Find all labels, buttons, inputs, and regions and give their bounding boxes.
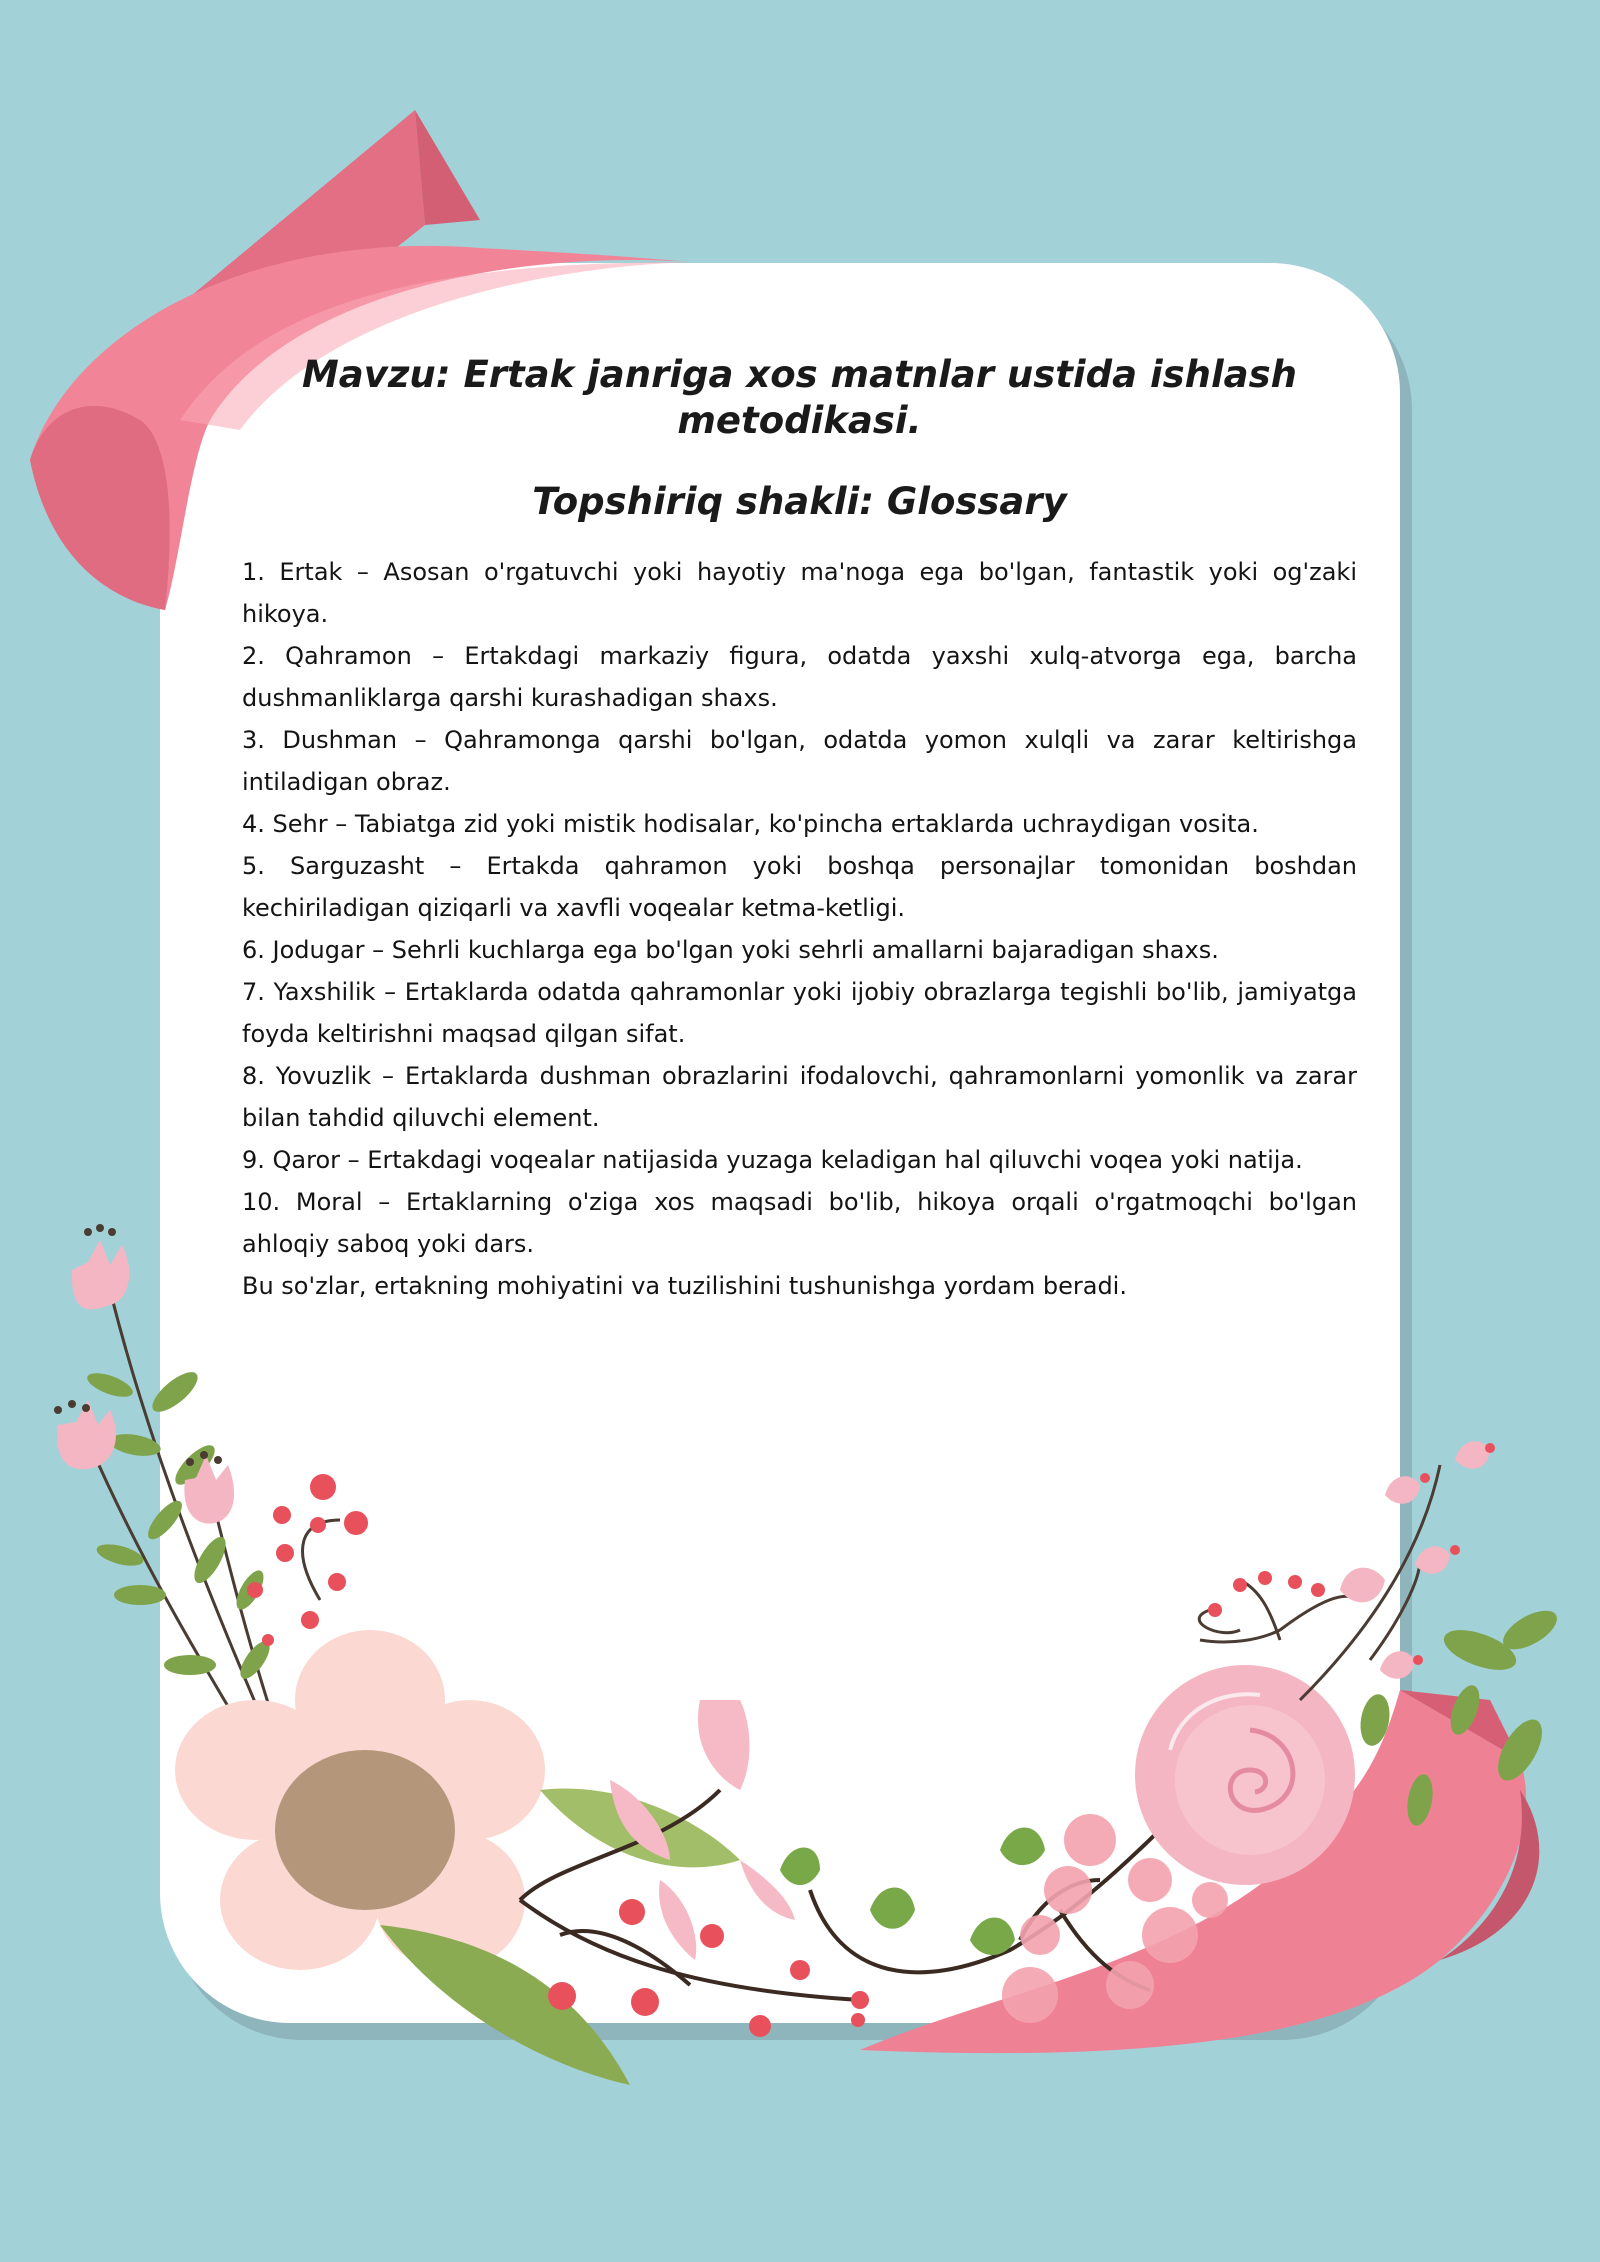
document-subtitle: Topshiriq shakli: Glossary bbox=[532, 479, 1067, 523]
glossary-entry: 10. Moral – Ertaklarning o'ziga xos maqsadi bo'lib, hikoya orqali o'rgatmoqchi bo'lgan ahloqiy saboq yoki dars. bbox=[242, 1187, 1357, 1258]
glossary-entry: 5. Sarguzasht – Ertakda qahramon yoki boshqa personajlar tomonidan boshdan kechiriladigan qiziqarli va xavfli voqealar ketma-ketligi. bbox=[242, 851, 1357, 922]
pink-rose bbox=[1135, 1665, 1355, 1885]
closing-sentence: Bu so'zlar, ertakning mohiyatini va tuzilishini tushunishga yordam beradi. bbox=[242, 1271, 1127, 1300]
glossary-entry: 4. Sehr – Tabiatga zid yoki mistik hodisalar, ko'pincha ertaklarda uchraydigan vosita. bbox=[242, 809, 1259, 838]
glossary-entry: 8. Yovuzlik – Ertaklarda dushman obrazlarini ifodalovchi, qahramonlarni yomonlik va zarar bilan tahdid qiluvchi element. bbox=[242, 1061, 1357, 1132]
document-title: Mavzu: Ertak janriga xos matnlar ustida ishlash metodikasi. bbox=[301, 353, 1298, 443]
glossary-list bbox=[242, 551, 1357, 1307]
glossary-entry: 1. Ertak – Asosan o'rgatuvchi yoki hayotiy ma'noga ega bo'lgan, fantastik yoki og'zaki hikoya. bbox=[242, 557, 1357, 628]
card-content bbox=[242, 340, 1357, 1307]
glossary-entry: 6. Jodugar – Sehrli kuchlarga ega bo'lgan yoki sehrli amallarni bajaradigan shaxs. bbox=[242, 935, 1219, 964]
glossary-entry: 2. Qahramon – Ertakdagi markaziy figura, odatda yaxshi xulq-atvorga ega, barcha dushmanliklarga qarshi kurashadigan shaxs. bbox=[242, 641, 1357, 712]
glossary-entry: 7. Yaxshilik – Ertaklarda odatda qahramonlar yoki ijobiy obrazlarga tegishli bo'lib, jamiyatga foyda keltirishni maqsad qilgan sifat. bbox=[242, 977, 1357, 1048]
glossary-entry: 9. Qaror – Ertakdagi voqealar natijasida yuzaga keladigan hal qiluvchi voqea yoki natija. bbox=[242, 1145, 1303, 1174]
glossary-entry: 3. Dushman – Qahramonga qarshi bo'lgan, odatda yomon xulqli va zarar keltirishga intiladigan obraz. bbox=[242, 725, 1357, 796]
